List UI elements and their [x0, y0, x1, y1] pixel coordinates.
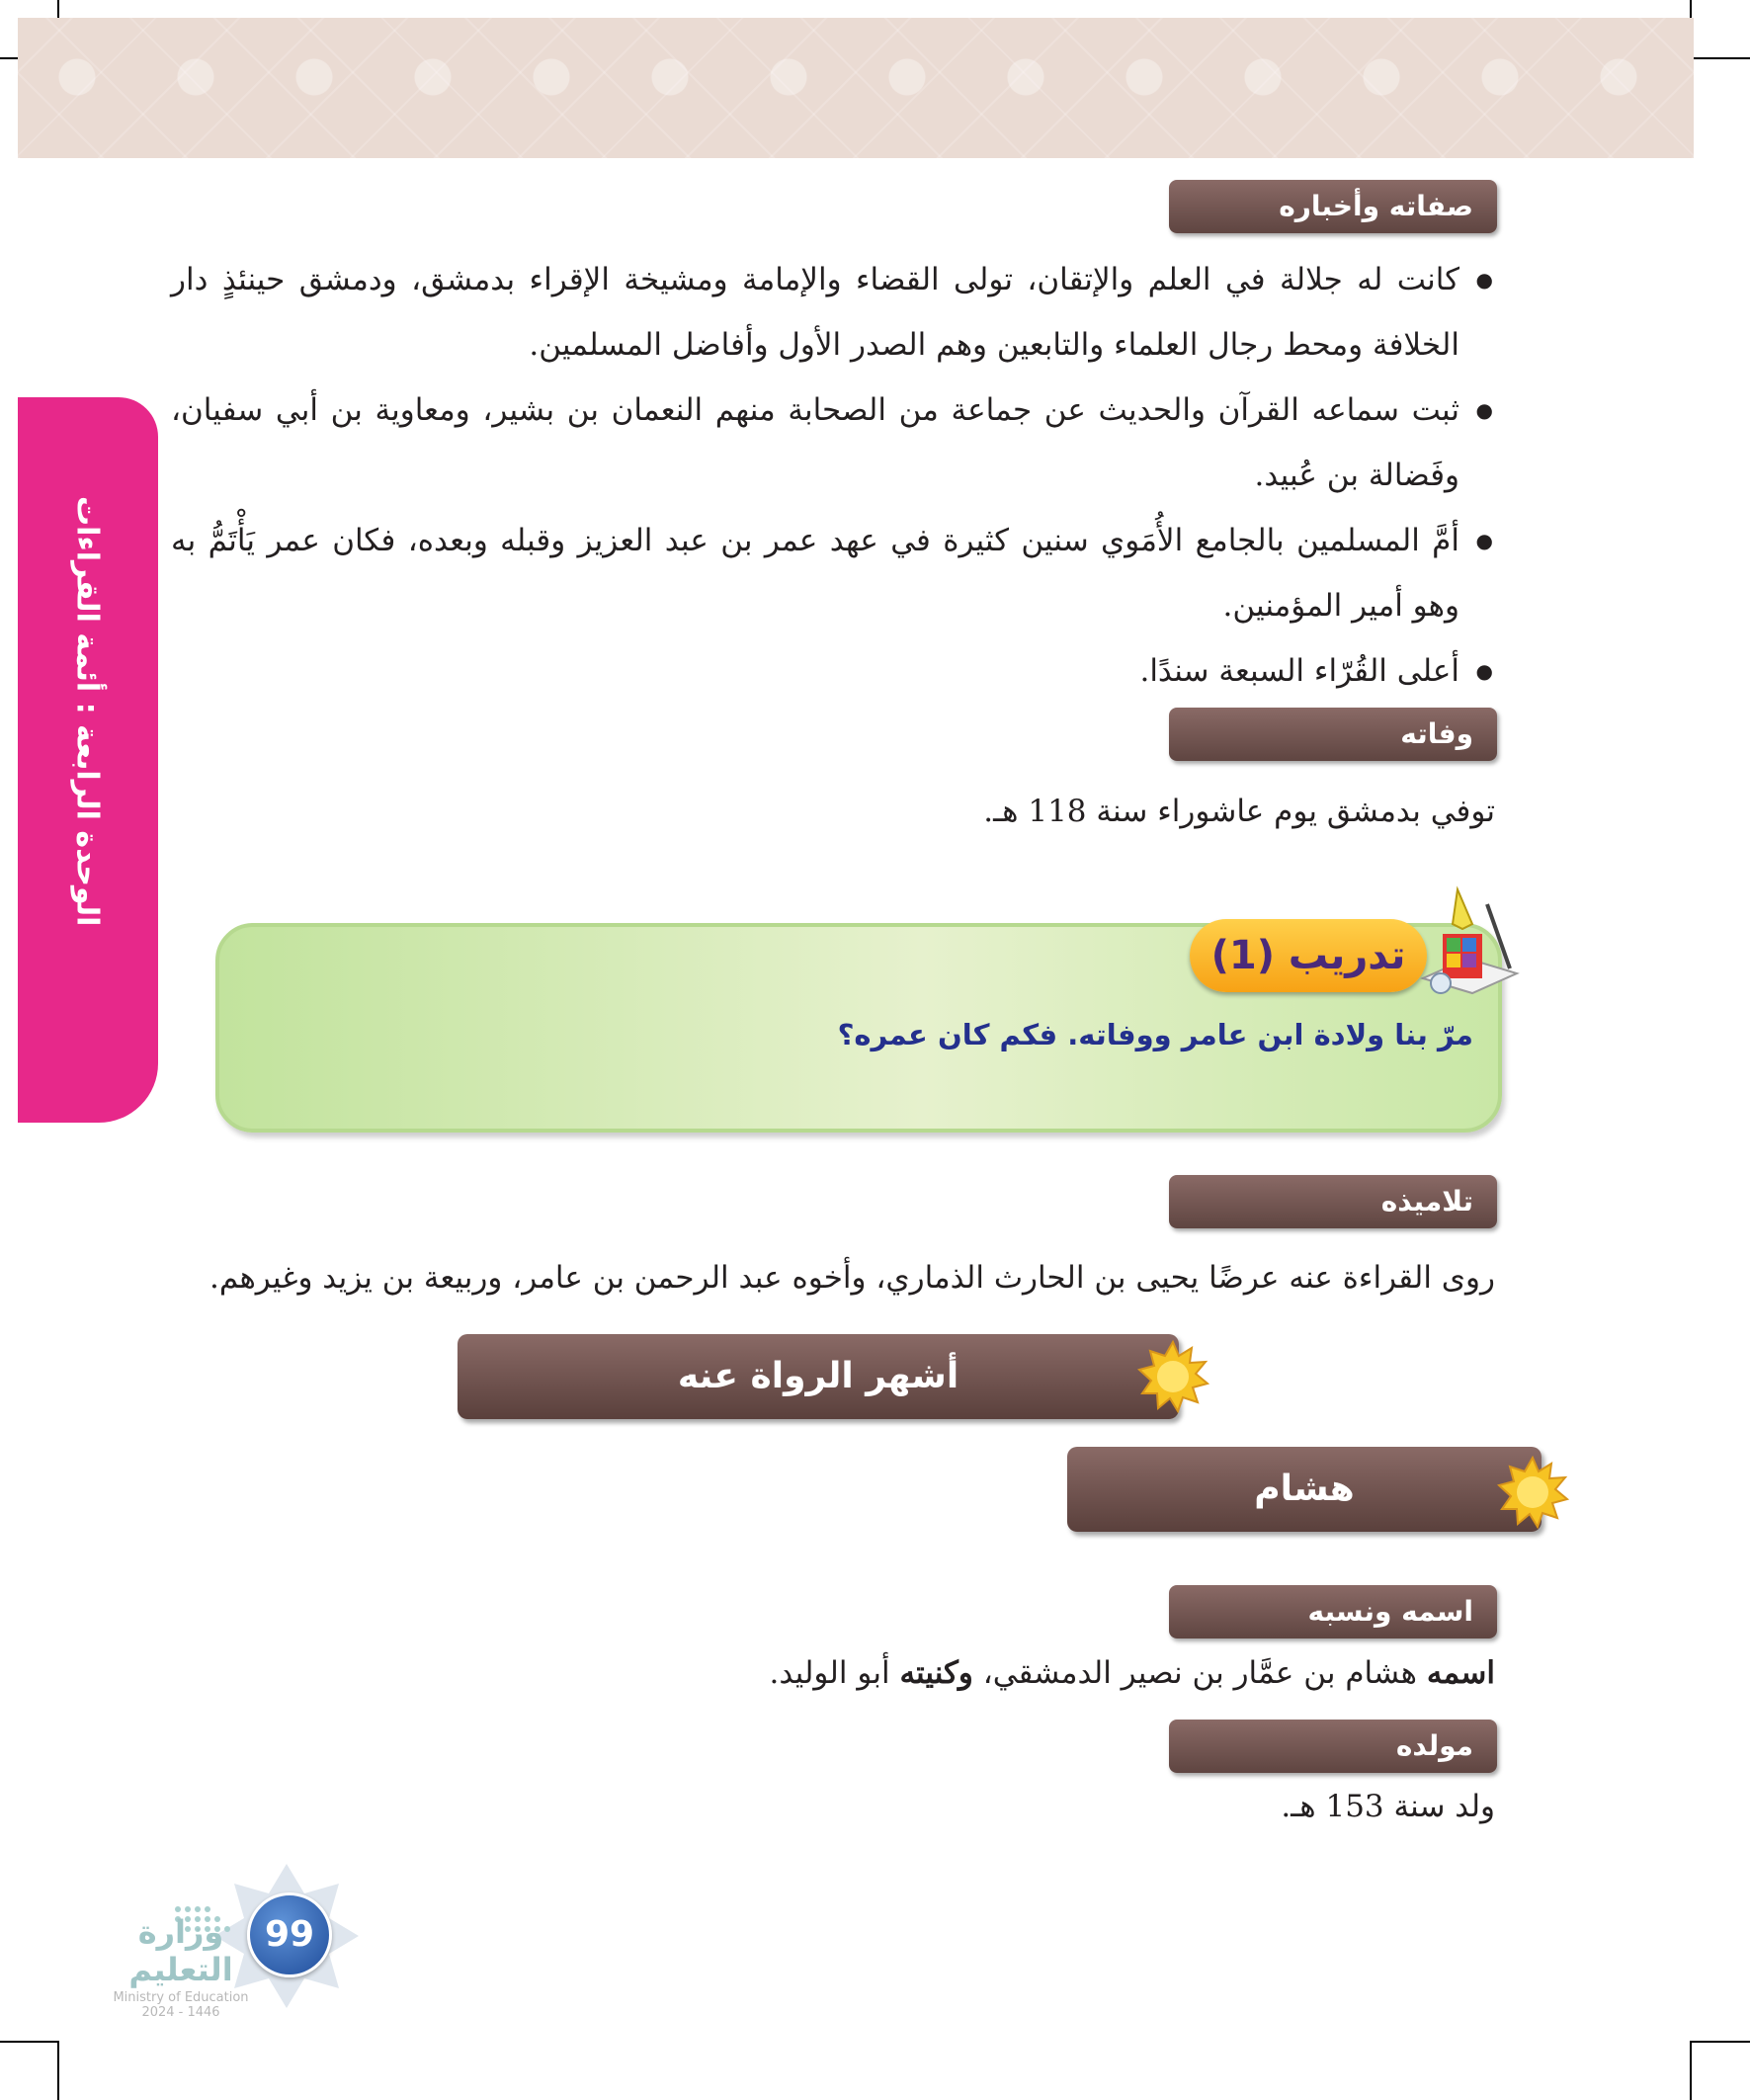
- name-value: هشام بن عمَّار بن نصير الدمشقي،: [972, 1655, 1427, 1691]
- crop-mark: [1690, 2041, 1692, 2100]
- edition-year: 2024 - 1446: [141, 2005, 220, 2020]
- list-item: ● كانت له جلالة في العلم والإتقان، تولى القضاء والإمامة ومشيخة الإقراء بدمشق، ودمشق حينئذٍ دار الخلافة ومحط رجال العلماء والتابعين وهم الصدر الأول وأفاضل المسلمين.: [171, 247, 1495, 378]
- list-item: ● أمَّ المسلمين بالجامع الأُمَوي سنين كثيرة في عهد عمر بن عبد العزيز وقبله وبعده، فكان عمر يَأْتَمُّ به وهو أمير المؤمنين.: [171, 508, 1495, 638]
- name-label: اسمه: [1426, 1655, 1495, 1691]
- students-text: روى القراءة عنه عرضًا يحيى بن الحارث الذماري، وأخوه عبد الرحمن بن عامر، وربيعة بن يزيد وغيرهم.: [208, 1260, 1495, 1296]
- crop-mark: [1691, 2041, 1750, 2043]
- unit-side-tab-label: الوحدة الرابعة : أئمة القراءات: [69, 496, 105, 927]
- sun-icon: [1496, 1456, 1569, 1529]
- traits-list: [171, 247, 1495, 704]
- death-text: توفي بدمشق يوم عاشوراء سنة 118 هـ.: [983, 794, 1495, 829]
- crop-mark: [57, 2041, 59, 2100]
- crop-mark: [1691, 57, 1750, 59]
- narrators-heading: أشهر الرواة عنه: [458, 1334, 1179, 1419]
- birth-text: ولد سنة 153 هـ.: [1281, 1789, 1495, 1824]
- ministry-name-en: Ministry of Education: [113, 1990, 249, 2005]
- exercise-badge: تدريب (1): [1190, 919, 1427, 992]
- exercise-books-icon: [1413, 884, 1522, 1003]
- list-item: ● أعلى القُرّاء السبعة سندًا.: [171, 638, 1495, 704]
- section-heading-death: وفاته: [1169, 708, 1497, 761]
- page-number: 99: [247, 1892, 332, 1977]
- section-heading-traits: صفاته وأخباره: [1169, 180, 1497, 233]
- list-item: ● ثبت سماعه القرآن والحديث عن جماعة من الصحابة منهم النعمان بن بشير، ومعاوية بن أبي سفيان، وفَضالة بن عُبيد.: [171, 378, 1495, 508]
- ministry-name-ar: وزارة التعليم: [128, 1913, 233, 1988]
- header-pattern-band: [18, 18, 1694, 158]
- ministry-logo: [97, 1913, 265, 2020]
- section-heading-students: تلاميذه: [1169, 1175, 1497, 1228]
- kunya-label: وكنيته: [899, 1655, 973, 1691]
- section-heading-birth: مولده: [1169, 1720, 1497, 1773]
- sun-icon: [1136, 1340, 1209, 1413]
- kunya-value: أبو الوليد.: [769, 1655, 900, 1691]
- narrator-name-heading: هشام: [1067, 1447, 1542, 1532]
- crop-mark: [0, 2041, 59, 2043]
- exercise-question: مرّ بنا ولادة ابن عامر ووفاته. فكم كان عمره؟: [837, 1018, 1473, 1051]
- section-heading-name-lineage: اسمه ونسبه: [1169, 1585, 1497, 1638]
- name-lineage-text: [171, 1639, 1495, 1707]
